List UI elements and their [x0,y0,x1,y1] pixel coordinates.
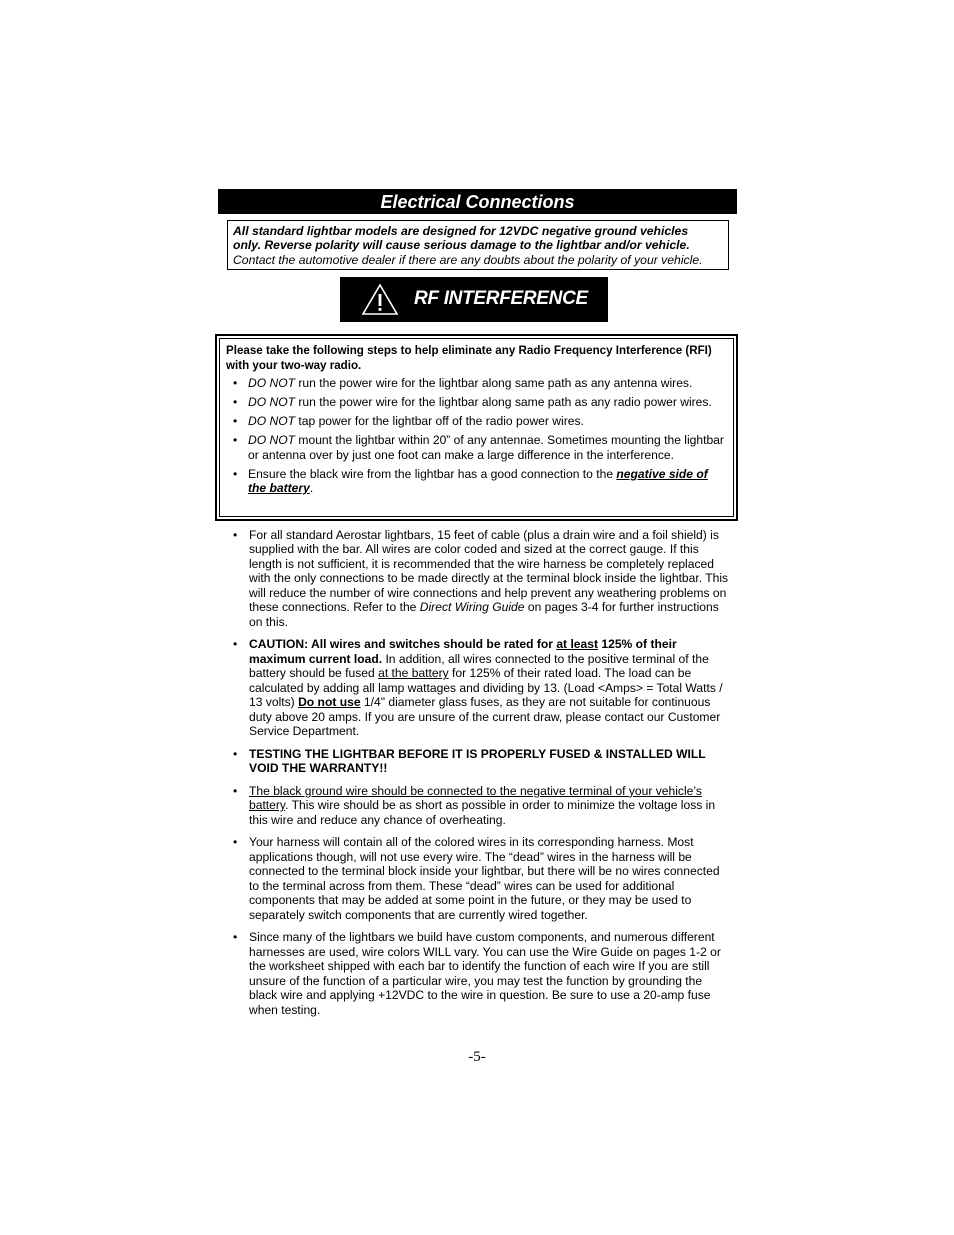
list-item: • DO NOT mount the lightbar within 20” of any antennae. Sometimes mounting the lightbar or antenna over by just one foot can make a large difference in the interference. [226,433,727,462]
list-item-caution: • CAUTION: All wires and switches should be rated for at least 125% of their maximum current load. In addition, all wires connected to the positive terminal of the battery should be fused at the battery for 125% of their rated load. The load can be calculated by adding all lamp wattages and dividing by 13. (Load <Amps> = Total Watts / 13 volts) Do not use 1/4" diameter glass fuses, as they are not suitable for continuous duty above 20 amps. If you are unsure of the current draw, please contact our Customer Service Department. [231,637,732,738]
list-item-harness: • Your harness will contain all of the colored wires in its corresponding harness. Most applications though, will not use every wire. The “dead” wires in the harness will be connected to the terminal block inside your lightbar, but there will be no wires connected to the terminal across from them. These “dead” wires can be used for additional components that may be added at some point in the future, or they may be used to separately switch components that are currently wired together. [231,835,732,922]
rfi-steps-inner [219,338,734,517]
list-item-colors: • Since many of the lightbars we build have custom components, and numerous different harnesses are used, wire colors WILL vary. You can use the Wire Guide on pages 1-2 or the worksheet shipped with each bar to identify the function of each wire If you are still unsure of the function of a particular wire, you may test the function by grounding the black wire and applying +12VDC to the wire in question. Be sure to use a 20-amp fuse when testing. [231,930,732,1017]
polarity-warning-box [227,220,729,270]
negative-side-emphasis: negative side of the battery [248,466,708,495]
warning-triangle-icon [361,283,399,316]
page-number: -5- [468,1049,486,1065]
rf-interference-title: RF INTERFERENCE [414,288,588,309]
rfi-intro: Please take the following steps to help eliminate any Radio Frequency Interference (RFI) with your two-way radio. [226,344,712,372]
list-item: • DO NOT tap power for the lightbar off of the radio power wires. [226,414,727,429]
list-item: • DO NOT run the power wire for the lightbar along same path as any radio power wires. [226,395,727,410]
list-item-cable: • For all standard Aerostar lightbars, 15 feet of cable (plus a drain wire and a foil shield) is supplied with the bar. All wires are color coded and sized at the correct gauge. If this length is not sufficient, it is recommended that the wire harness be completely replaced with the only connections to be made directly at the terminal block inside the lightbar. This will reduce the number of wire connections and help prevent any weathering problems on these connections. Refer to the Direct Wiring Guide on pages 3-4 for further instructions on this. [231,528,732,629]
list-item: • DO NOT run the power wire for the lightbar along same path as any antenna wires. [226,376,727,391]
rf-interference-banner [340,277,608,322]
section-title: Electrical Connections [218,189,737,214]
direct-wiring-guide-ref: Direct Wiring Guide [419,600,525,615]
list-item: • Ensure the black wire from the lightbar has a good connection to the negative side of the battery. [226,467,727,496]
list-item-testing: • TESTING THE LIGHTBAR BEFORE IT IS PROPERLY FUSED & INSTALLED WILL VOID THE WARRANTY!! [231,747,732,776]
warning-line-3: Contact the automotive dealer if there are any doubts about the polarity of your vehicle. [233,252,703,267]
warning-line-2: only. Reverse polarity will cause serious damage to the lightbar and/or vehicle. [233,238,690,253]
rfi-list [226,376,727,496]
rfi-steps-box [215,334,738,521]
electrical-notes-list [231,528,732,1025]
list-item-ground: • The black ground wire should be connected to the negative terminal of your vehicle’s battery. This wire should be as short as possible in order to minimize the voltage loss in this wire and reduce any chance of overheating. [231,784,732,827]
warning-line-1: All standard lightbar models are designed for 12VDC negative ground vehicles [233,224,689,238]
